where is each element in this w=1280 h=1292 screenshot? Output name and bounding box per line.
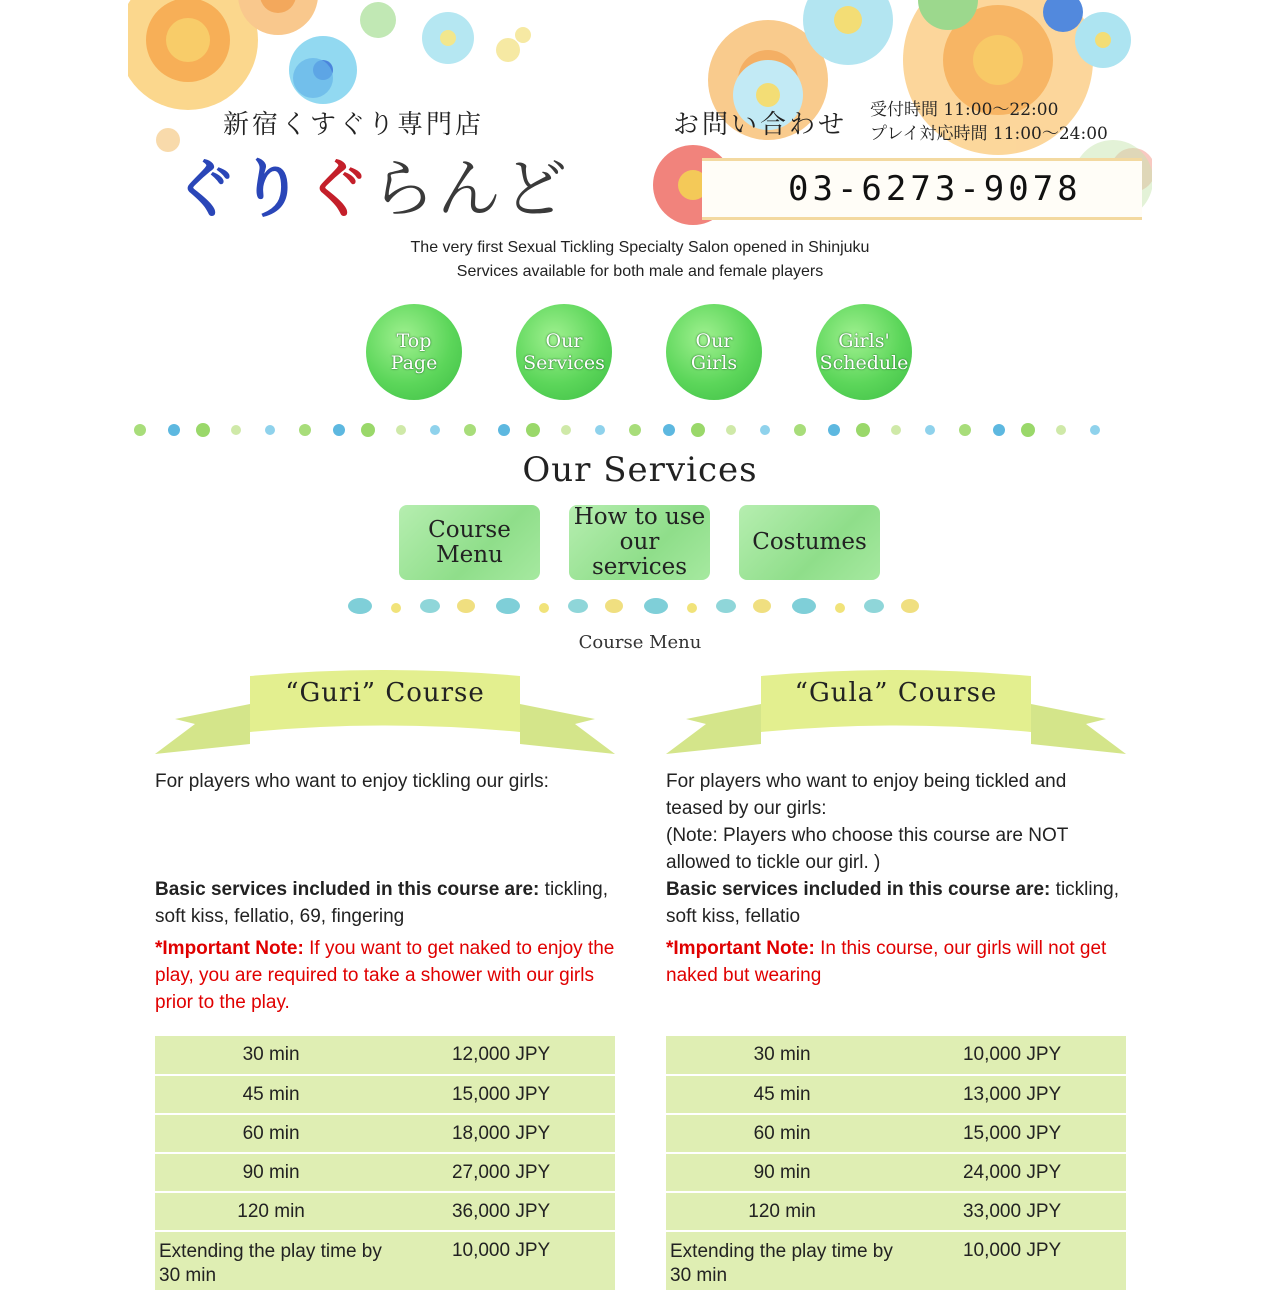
course-guri	[155, 664, 615, 1286]
table-row	[155, 1114, 615, 1153]
shop-logo[interactable]	[173, 138, 569, 230]
basic-label: Basic services included in this course are:	[666, 879, 1051, 900]
intro-text: For players who want to enjoy being tickled and teased by our girls:	[666, 771, 1067, 819]
price-cell: 10,000 JPY	[898, 1231, 1126, 1291]
note-label: *Important Note:	[155, 938, 304, 959]
reception-hours: 受付時間 11:00〜22:00	[870, 100, 1059, 120]
nav-our-girls[interactable]	[666, 304, 762, 400]
sub-nav-label: Menu	[436, 541, 503, 568]
price-table	[155, 1036, 615, 1292]
nav-top-page[interactable]	[366, 304, 462, 400]
duration-cell: 45 min	[666, 1075, 898, 1114]
price-table	[666, 1036, 1126, 1292]
course-menu-label: Course Menu	[578, 632, 702, 653]
clover-divider	[128, 416, 1152, 444]
tagline	[128, 236, 1152, 284]
duration-cell: 120 min	[155, 1192, 387, 1231]
table-row	[666, 1192, 1126, 1231]
price-cell: 10,000 JPY	[898, 1036, 1126, 1075]
leaf-divider	[128, 590, 1152, 622]
course-basic-services	[666, 876, 1126, 930]
course-important-note	[155, 935, 615, 1016]
course-gula	[666, 664, 1126, 1286]
basic-value: tickling, soft kiss, fellatio	[666, 879, 1120, 927]
duration-cell: 60 min	[666, 1114, 898, 1153]
price-cell: 18,000 JPY	[387, 1114, 615, 1153]
course-ribbon	[155, 664, 615, 764]
nav-label: Page	[390, 352, 438, 374]
logo-part-red: ぐ	[305, 152, 371, 227]
price-cell: 15,000 JPY	[387, 1075, 615, 1114]
duration-cell: Extending the play time by 30 min	[155, 1231, 387, 1291]
intro-note: (Note: Players who choose this course are NOT allowed to tickle our girl. )	[666, 825, 1068, 873]
table-row	[155, 1036, 615, 1075]
nav-label: Girls	[690, 352, 738, 374]
price-cell: 24,000 JPY	[898, 1153, 1126, 1192]
costumes-button[interactable]	[739, 505, 880, 580]
business-hours	[870, 98, 1108, 146]
section-title-our-services: Our Services	[522, 450, 758, 490]
duration-cell: Extending the play time by 30 min	[666, 1231, 898, 1291]
tagline-line-1: The very first Sexual Tickling Specialty Salon opened in Shinjuku	[410, 239, 870, 256]
sub-nav-label: How to use	[573, 504, 706, 530]
table-row	[155, 1153, 615, 1192]
note-label: *Important Note:	[666, 938, 815, 959]
sub-nav-label: Course	[428, 516, 511, 543]
table-row	[666, 1075, 1126, 1114]
sub-nav-label: our services	[591, 529, 688, 580]
table-row	[155, 1075, 615, 1114]
price-cell: 10,000 JPY	[387, 1231, 615, 1291]
duration-cell: 30 min	[666, 1036, 898, 1075]
nav-label: Schedule	[819, 352, 909, 374]
duration-cell: 60 min	[155, 1114, 387, 1153]
note-value: In this course, our girls will not get naked but wearing	[666, 938, 1107, 986]
table-row	[666, 1036, 1126, 1075]
note-value: If you want to get naked to enjoy the play, you are required to take a shower with our girls prior to the play.	[155, 938, 615, 1013]
course-menu-button[interactable]	[399, 505, 540, 580]
tagline-line-2: Services available for both male and female players	[456, 263, 824, 280]
price-cell: 27,000 JPY	[387, 1153, 615, 1192]
nav-label: Girls'	[838, 330, 890, 352]
logo-part-black: らんど	[371, 153, 569, 227]
sub-nav-label: Costumes	[752, 529, 867, 555]
duration-cell: 45 min	[155, 1075, 387, 1114]
course-title: “Gula” Course	[794, 678, 998, 708]
duration-cell: 30 min	[155, 1036, 387, 1075]
price-cell: 36,000 JPY	[387, 1192, 615, 1231]
contact-title: お問い合わせ	[673, 110, 848, 140]
price-cell: 33,000 JPY	[898, 1192, 1126, 1231]
course-intro	[666, 768, 1126, 876]
price-cell: 13,000 JPY	[898, 1075, 1126, 1114]
nav-our-services[interactable]	[516, 304, 612, 400]
basic-label: Basic services included in this course are:	[155, 879, 540, 900]
table-row	[155, 1231, 615, 1291]
course-ribbon	[666, 664, 1126, 764]
table-row	[155, 1192, 615, 1231]
price-cell: 15,000 JPY	[898, 1114, 1126, 1153]
nav-label: Top	[396, 330, 432, 352]
main-nav	[364, 304, 924, 402]
play-hours: プレイ対応時間 11:00〜24:00	[870, 124, 1108, 144]
duration-cell: 120 min	[666, 1192, 898, 1231]
nav-label: Our	[545, 330, 583, 352]
duration-cell: 90 min	[666, 1153, 898, 1192]
course-title: “Guri” Course	[285, 678, 485, 708]
nav-girls-schedule[interactable]	[816, 304, 912, 400]
header-banner	[128, 0, 1152, 230]
services-sub-nav	[399, 505, 881, 581]
nav-label: Our	[695, 330, 733, 352]
course-intro: For players who want to enjoy tickling our girls:	[155, 771, 549, 792]
logo-part-blue: ぐり	[173, 152, 305, 227]
shop-subtitle: 新宿くすぐり専門店	[223, 110, 485, 140]
page	[128, 0, 1152, 1286]
duration-cell: 90 min	[155, 1153, 387, 1192]
how-to-use-button[interactable]	[569, 505, 710, 580]
table-row	[666, 1114, 1126, 1153]
phone-number[interactable]: 03-6273-9078	[788, 169, 1082, 209]
course-basic-services	[155, 876, 615, 930]
course-important-note	[666, 935, 1126, 989]
basic-value: tickling, soft kiss, fellatio, 69, fingering	[155, 879, 609, 927]
phone-box	[702, 158, 1142, 220]
nav-label: Services	[523, 352, 605, 374]
table-row	[666, 1153, 1126, 1192]
table-row	[666, 1231, 1126, 1291]
price-cell: 12,000 JPY	[387, 1036, 615, 1075]
